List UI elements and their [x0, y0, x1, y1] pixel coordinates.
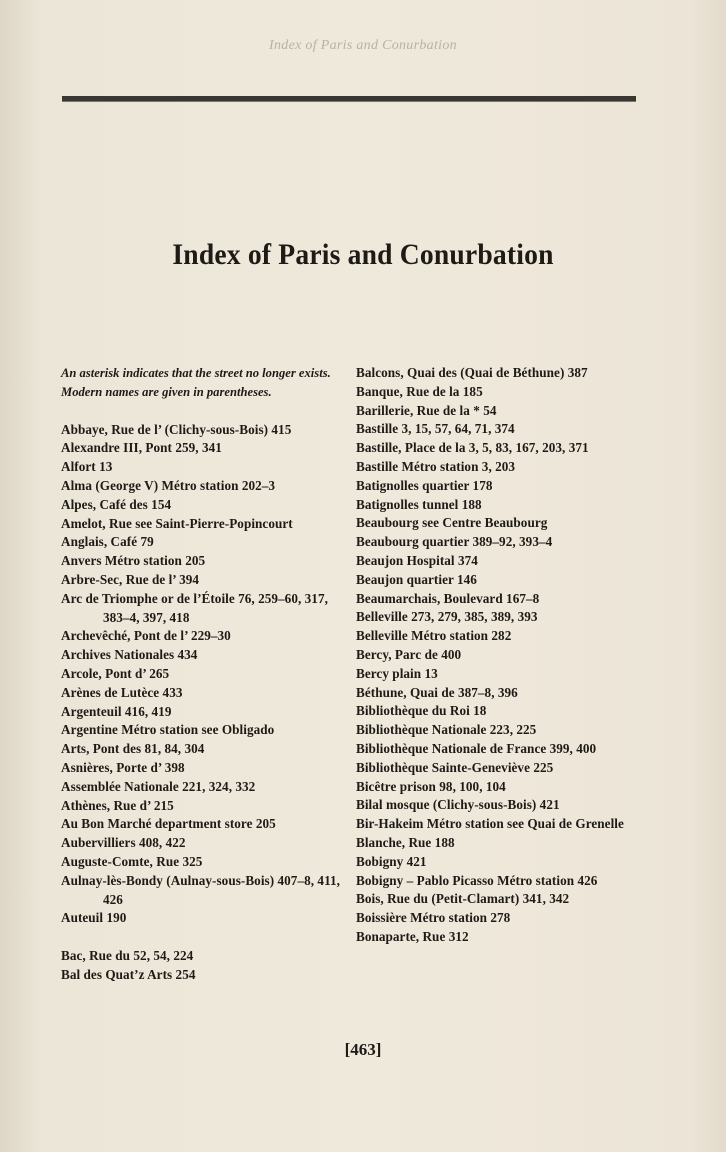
- index-entry: Alfort 13: [61, 459, 113, 475]
- index-entry: Bicêtre prison 98, 100, 104: [356, 778, 506, 794]
- index-list-right: [356, 364, 646, 947]
- index-entry: Aulnay-lès-Bondy (Aulnay-sous-Bois) 407–8, 411, 426: [61, 872, 340, 907]
- index-entry: Auguste-Comte, Rue 325: [61, 853, 203, 869]
- index-entry: Amelot, Rue see Saint-Pierre-Popincourt: [61, 515, 293, 531]
- index-entry: Bibliothèque Nationale de France 399, 400: [356, 740, 597, 756]
- index-column-right: [356, 364, 646, 947]
- index-entry: Anvers Métro station 205: [61, 553, 206, 569]
- running-head: Index of Paris and Conurbation: [269, 38, 457, 53]
- index-entry: Bastille Métro station 3, 203: [356, 458, 516, 474]
- index-entry: Batignolles quartier 178: [356, 477, 493, 493]
- index-entry: Béthune, Quai de 387–8, 396: [356, 684, 518, 700]
- index-entry: Blanche, Rue 188: [356, 834, 455, 850]
- index-entry: Balcons, Quai des (Quai de Béthune) 387: [356, 365, 588, 380]
- index-entry: Au Bon Marché department store 205: [61, 816, 276, 832]
- index-entry: Bois, Rue du (Petit-Clamart) 341, 342: [356, 891, 570, 907]
- index-entry: Bibliothèque du Roi 18: [356, 703, 487, 719]
- index-entry: Bal des Quat’z Arts 254: [61, 966, 196, 982]
- index-entry: Archevêché, Pont de l’ 229–30: [61, 628, 231, 644]
- index-entry: Bonaparte, Rue 312: [356, 928, 469, 944]
- index-entry: Beaujon quartier 146: [356, 571, 477, 587]
- index-entry: Alpes, Café des 154: [61, 496, 172, 512]
- index-entry: Bir-Hakeim Métro station see Quai de Grenelle: [356, 816, 624, 832]
- index-entry: Barillerie, Rue de la * 54: [356, 402, 497, 418]
- index-entry: Belleville 273, 279, 385, 389, 393: [356, 609, 538, 625]
- index-entry: Bercy plain 13: [356, 665, 438, 681]
- index-entry: Bastille, Place de la 3, 5, 83, 167, 203, 371: [356, 440, 589, 456]
- index-entry: Assemblée Nationale 221, 324, 332: [61, 778, 256, 794]
- index-entry: Bac, Rue du 52, 54, 224: [61, 947, 194, 963]
- page-title: Index of Paris and Conurbation: [172, 238, 554, 271]
- index-entry: Auteuil 190: [61, 910, 127, 926]
- index-entry: Alexandre III, Pont 259, 341: [61, 440, 222, 456]
- index-entry: Arbre-Sec, Rue de l’ 394: [61, 571, 200, 587]
- index-entry: Abbaye, Rue de l’ (Clichy-sous-Bois) 415: [61, 421, 292, 437]
- index-entry: Banque, Rue de la 185: [356, 383, 483, 399]
- index-entry: Arcole, Pont d’ 265: [61, 665, 170, 681]
- asterisk-note: An asterisk indicates that the street no longer exists. Modern names are given in parentheses.: [61, 366, 331, 399]
- index-entry: Bibliothèque Nationale 223, 225: [356, 722, 537, 738]
- index-entry: Beaumarchais, Boulevard 167–8: [356, 590, 540, 606]
- index-entry: Batignolles tunnel 188: [356, 496, 482, 512]
- index-entry: Bobigny – Pablo Picasso Métro station 426: [356, 872, 598, 888]
- index-entry: Athènes, Rue d’ 215: [61, 797, 174, 813]
- index-entry: Beaubourg see Centre Beaubourg: [356, 515, 548, 531]
- index-entry: Bobigny 421: [356, 853, 427, 869]
- index-entry: Alma (George V) Métro station 202–3: [61, 477, 276, 493]
- index-entry: Bibliothèque Sainte-Geneviève 225: [356, 759, 554, 775]
- index-entry: Beaubourg quartier 389–92, 393–4: [356, 534, 553, 550]
- header-rule: [62, 96, 636, 102]
- index-entry: Archives Nationales 434: [61, 647, 198, 663]
- index-column-left: [61, 364, 351, 985]
- letter-gap: [61, 928, 351, 947]
- index-entry: Asnières, Porte d’ 398: [61, 759, 185, 775]
- page-number: [463]: [344, 1040, 382, 1059]
- index-entry: Bastille 3, 15, 57, 64, 71, 374: [356, 421, 515, 437]
- index-entry: Anglais, Café 79: [61, 534, 154, 550]
- index-entry: Arts, Pont des 81, 84, 304: [61, 741, 205, 757]
- index-entry: Aubervilliers 408, 422: [61, 835, 186, 851]
- index-entry: Boissière Métro station 278: [356, 910, 511, 926]
- index-entry: Belleville Métro station 282: [356, 628, 512, 644]
- index-entry: Argentine Métro station see Obligado: [61, 722, 275, 738]
- index-entry: Arènes de Lutèce 433: [61, 684, 183, 700]
- index-entry: Bercy, Parc de 400: [356, 646, 462, 662]
- index-list-left: [61, 421, 351, 985]
- index-entry: Bilal mosque (Clichy-sous-Bois) 421: [356, 797, 560, 813]
- index-entry: Arc de Triomphe or de l’Étoile 76, 259–60, 317, 383–4, 397, 418: [61, 590, 328, 625]
- index-entry: Beaujon Hospital 374: [356, 552, 478, 568]
- index-entry: Argenteuil 416, 419: [61, 703, 172, 719]
